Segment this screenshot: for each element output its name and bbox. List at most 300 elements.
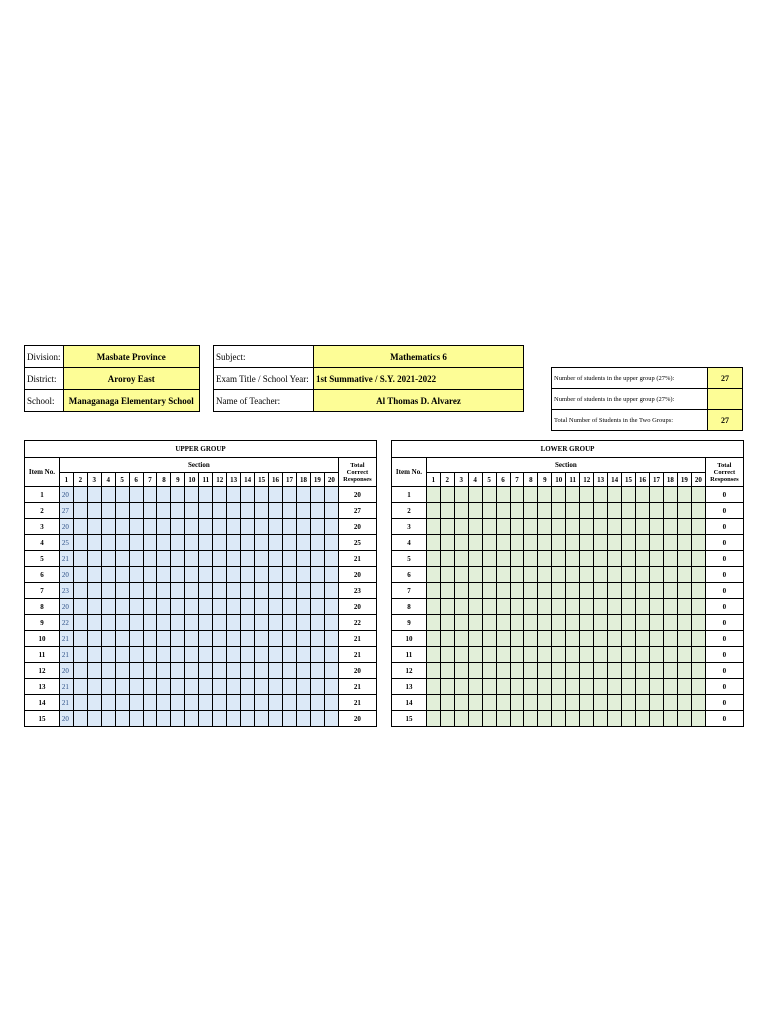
lower-response-cell[interactable]: [440, 583, 454, 599]
lower-response-cell[interactable]: [649, 647, 663, 663]
lower-response-cell[interactable]: [608, 519, 622, 535]
upper-response-cell[interactable]: [199, 567, 213, 583]
upper-response-cell[interactable]: 27: [59, 503, 73, 519]
lower-response-cell[interactable]: [552, 663, 566, 679]
upper-response-cell[interactable]: [324, 711, 338, 727]
upper-response-cell[interactable]: [199, 535, 213, 551]
upper-response-cell[interactable]: [129, 487, 143, 503]
upper-response-cell[interactable]: [129, 631, 143, 647]
upper-response-cell[interactable]: [255, 679, 269, 695]
upper-response-cell[interactable]: [283, 519, 297, 535]
upper-response-cell[interactable]: [310, 695, 324, 711]
upper-response-cell[interactable]: [227, 711, 241, 727]
upper-response-cell[interactable]: [73, 535, 87, 551]
upper-response-cell[interactable]: [101, 535, 115, 551]
lower-response-cell[interactable]: [482, 647, 496, 663]
upper-response-cell[interactable]: [324, 695, 338, 711]
upper-response-cell[interactable]: [227, 647, 241, 663]
lower-response-cell[interactable]: [580, 503, 594, 519]
lower-response-cell[interactable]: [636, 679, 650, 695]
lower-response-cell[interactable]: [580, 551, 594, 567]
upper-response-cell[interactable]: [324, 647, 338, 663]
lower-response-cell[interactable]: [440, 503, 454, 519]
upper-response-cell[interactable]: [213, 503, 227, 519]
lower-response-cell[interactable]: [426, 647, 440, 663]
upper-response-cell[interactable]: [185, 679, 199, 695]
lower-response-cell[interactable]: [622, 679, 636, 695]
upper-response-cell[interactable]: 21: [59, 679, 73, 695]
upper-response-cell[interactable]: [213, 631, 227, 647]
lower-response-cell[interactable]: [594, 615, 608, 631]
lower-response-cell[interactable]: [440, 487, 454, 503]
lower-response-cell[interactable]: [426, 615, 440, 631]
upper-response-cell[interactable]: [115, 615, 129, 631]
upper-response-cell[interactable]: [115, 631, 129, 647]
upper-response-cell[interactable]: [283, 631, 297, 647]
lower-response-cell[interactable]: [622, 599, 636, 615]
upper-response-cell[interactable]: [101, 599, 115, 615]
upper-response-cell[interactable]: [73, 631, 87, 647]
upper-response-cell[interactable]: [296, 631, 310, 647]
upper-response-cell[interactable]: [241, 567, 255, 583]
lower-response-cell[interactable]: [580, 535, 594, 551]
upper-response-cell[interactable]: [296, 551, 310, 567]
upper-response-cell[interactable]: [115, 583, 129, 599]
lower-response-cell[interactable]: [468, 503, 482, 519]
lower-response-cell[interactable]: [622, 487, 636, 503]
lower-response-cell[interactable]: [552, 583, 566, 599]
upper-response-cell[interactable]: [255, 551, 269, 567]
lower-response-cell[interactable]: [566, 631, 580, 647]
lower-response-cell[interactable]: [468, 695, 482, 711]
lower-response-cell[interactable]: [608, 567, 622, 583]
lower-response-cell[interactable]: [496, 487, 510, 503]
upper-response-cell[interactable]: [171, 551, 185, 567]
upper-response-cell[interactable]: [87, 711, 101, 727]
lower-response-cell[interactable]: [691, 711, 705, 727]
lower-response-cell[interactable]: [636, 567, 650, 583]
lower-response-cell[interactable]: [622, 567, 636, 583]
lower-response-cell[interactable]: [622, 615, 636, 631]
lower-response-cell[interactable]: [538, 567, 552, 583]
upper-response-cell[interactable]: [324, 503, 338, 519]
upper-response-cell[interactable]: [143, 567, 157, 583]
upper-response-cell[interactable]: [255, 631, 269, 647]
lower-response-cell[interactable]: [426, 503, 440, 519]
upper-response-cell[interactable]: [101, 647, 115, 663]
upper-response-cell[interactable]: [129, 599, 143, 615]
upper-response-cell[interactable]: [269, 663, 283, 679]
lower-response-cell[interactable]: [552, 551, 566, 567]
upper-response-cell[interactable]: [157, 679, 171, 695]
lower-response-cell[interactable]: [426, 487, 440, 503]
lower-response-cell[interactable]: [677, 503, 691, 519]
lower-response-cell[interactable]: [426, 711, 440, 727]
lower-response-cell[interactable]: [608, 663, 622, 679]
upper-response-cell[interactable]: [73, 567, 87, 583]
upper-response-cell[interactable]: [324, 615, 338, 631]
upper-response-cell[interactable]: [283, 615, 297, 631]
lower-response-cell[interactable]: [622, 503, 636, 519]
lower-response-cell[interactable]: [566, 599, 580, 615]
upper-response-cell[interactable]: [73, 615, 87, 631]
lower-response-cell[interactable]: [538, 519, 552, 535]
lower-response-cell[interactable]: [496, 679, 510, 695]
upper-response-cell[interactable]: [115, 551, 129, 567]
upper-response-cell[interactable]: [157, 631, 171, 647]
lower-response-cell[interactable]: [510, 519, 524, 535]
lower-response-cell[interactable]: [649, 551, 663, 567]
lower-response-cell[interactable]: [440, 695, 454, 711]
upper-response-cell[interactable]: [171, 535, 185, 551]
upper-response-cell[interactable]: [185, 647, 199, 663]
upper-response-cell[interactable]: [296, 519, 310, 535]
lower-response-cell[interactable]: [594, 679, 608, 695]
upper-response-cell[interactable]: [283, 711, 297, 727]
upper-response-cell[interactable]: [199, 679, 213, 695]
upper-response-cell[interactable]: [283, 663, 297, 679]
upper-response-cell[interactable]: [255, 567, 269, 583]
upper-response-cell[interactable]: [269, 647, 283, 663]
upper-response-cell[interactable]: [73, 695, 87, 711]
upper-response-cell[interactable]: [255, 487, 269, 503]
lower-response-cell[interactable]: [510, 503, 524, 519]
lower-response-cell[interactable]: [594, 663, 608, 679]
upper-response-cell[interactable]: [255, 647, 269, 663]
lower-response-cell[interactable]: [580, 679, 594, 695]
upper-response-cell[interactable]: [185, 631, 199, 647]
lower-response-cell[interactable]: [580, 695, 594, 711]
lower-response-cell[interactable]: [649, 487, 663, 503]
upper-response-cell[interactable]: [101, 583, 115, 599]
lower-response-cell[interactable]: [663, 583, 677, 599]
upper-response-cell[interactable]: [269, 551, 283, 567]
lower-response-cell[interactable]: [622, 583, 636, 599]
lower-response-cell[interactable]: [594, 567, 608, 583]
lower-response-cell[interactable]: [649, 519, 663, 535]
lower-response-cell[interactable]: [440, 519, 454, 535]
upper-response-cell[interactable]: [143, 615, 157, 631]
upper-response-cell[interactable]: [213, 663, 227, 679]
lower-response-cell[interactable]: [691, 599, 705, 615]
upper-response-cell[interactable]: [296, 503, 310, 519]
lower-response-cell[interactable]: [677, 631, 691, 647]
upper-response-cell[interactable]: [269, 519, 283, 535]
upper-response-cell[interactable]: [87, 679, 101, 695]
upper-response-cell[interactable]: [310, 551, 324, 567]
upper-response-cell[interactable]: [296, 583, 310, 599]
lower-response-cell[interactable]: [594, 551, 608, 567]
upper-response-cell[interactable]: [283, 599, 297, 615]
lower-response-cell[interactable]: [482, 551, 496, 567]
lower-response-cell[interactable]: [496, 503, 510, 519]
lower-response-cell[interactable]: [454, 567, 468, 583]
upper-response-cell[interactable]: [157, 583, 171, 599]
lower-response-cell[interactable]: [566, 503, 580, 519]
upper-response-cell[interactable]: [324, 567, 338, 583]
upper-response-cell[interactable]: [171, 679, 185, 695]
lower-response-cell[interactable]: [594, 711, 608, 727]
lower-response-cell[interactable]: [608, 599, 622, 615]
lower-response-cell[interactable]: [608, 535, 622, 551]
lower-response-cell[interactable]: [538, 647, 552, 663]
lower-response-cell[interactable]: [691, 487, 705, 503]
upper-response-cell[interactable]: [157, 647, 171, 663]
lower-response-cell[interactable]: [454, 599, 468, 615]
lower-response-cell[interactable]: [482, 583, 496, 599]
upper-response-cell[interactable]: [171, 711, 185, 727]
lower-response-cell[interactable]: [510, 647, 524, 663]
upper-response-cell[interactable]: [87, 567, 101, 583]
upper-response-cell[interactable]: [283, 567, 297, 583]
lower-response-cell[interactable]: [691, 647, 705, 663]
lower-response-cell[interactable]: [426, 567, 440, 583]
upper-response-cell[interactable]: [199, 583, 213, 599]
lower-response-cell[interactable]: [663, 535, 677, 551]
lower-response-cell[interactable]: [468, 615, 482, 631]
upper-response-cell[interactable]: [73, 551, 87, 567]
lower-response-cell[interactable]: [649, 695, 663, 711]
upper-response-cell[interactable]: [101, 711, 115, 727]
lower-response-cell[interactable]: [538, 695, 552, 711]
lower-response-cell[interactable]: [649, 503, 663, 519]
lower-response-cell[interactable]: [552, 535, 566, 551]
upper-response-cell[interactable]: [157, 599, 171, 615]
lower-response-cell[interactable]: [580, 519, 594, 535]
lower-response-cell[interactable]: [454, 583, 468, 599]
lower-response-cell[interactable]: [440, 663, 454, 679]
lower-response-cell[interactable]: [454, 615, 468, 631]
lower-response-cell[interactable]: [482, 615, 496, 631]
lower-response-cell[interactable]: [594, 535, 608, 551]
lower-response-cell[interactable]: [538, 535, 552, 551]
lower-response-cell[interactable]: [440, 535, 454, 551]
upper-response-cell[interactable]: [310, 519, 324, 535]
lower-response-cell[interactable]: [524, 663, 538, 679]
upper-response-cell[interactable]: [87, 695, 101, 711]
lower-response-cell[interactable]: [524, 567, 538, 583]
lower-response-cell[interactable]: [608, 615, 622, 631]
upper-response-cell[interactable]: [87, 615, 101, 631]
upper-response-cell[interactable]: [310, 615, 324, 631]
lower-response-cell[interactable]: [426, 551, 440, 567]
upper-response-cell[interactable]: [143, 535, 157, 551]
upper-response-cell[interactable]: [185, 551, 199, 567]
upper-response-cell[interactable]: [171, 567, 185, 583]
upper-response-cell[interactable]: [269, 503, 283, 519]
lower-response-cell[interactable]: [440, 711, 454, 727]
upper-response-cell[interactable]: [171, 631, 185, 647]
upper-response-cell[interactable]: [296, 695, 310, 711]
upper-response-cell[interactable]: [185, 487, 199, 503]
upper-response-cell[interactable]: [241, 503, 255, 519]
lower-response-cell[interactable]: [608, 695, 622, 711]
upper-response-cell[interactable]: [324, 519, 338, 535]
lower-response-cell[interactable]: [482, 631, 496, 647]
upper-response-cell[interactable]: [324, 631, 338, 647]
upper-response-cell[interactable]: [310, 487, 324, 503]
upper-response-cell[interactable]: [310, 647, 324, 663]
upper-response-cell[interactable]: [241, 487, 255, 503]
upper-response-cell[interactable]: [324, 663, 338, 679]
lower-response-cell[interactable]: [510, 535, 524, 551]
upper-response-cell[interactable]: [143, 695, 157, 711]
lower-response-cell[interactable]: [636, 647, 650, 663]
upper-response-cell[interactable]: [269, 711, 283, 727]
lower-response-cell[interactable]: [677, 535, 691, 551]
upper-response-cell[interactable]: [296, 711, 310, 727]
lower-response-cell[interactable]: [552, 599, 566, 615]
upper-response-cell[interactable]: [101, 695, 115, 711]
upper-response-cell[interactable]: [101, 487, 115, 503]
lower-response-cell[interactable]: [677, 663, 691, 679]
lower-response-cell[interactable]: [580, 583, 594, 599]
lower-response-cell[interactable]: [454, 503, 468, 519]
upper-response-cell[interactable]: [227, 487, 241, 503]
lower-response-cell[interactable]: [594, 487, 608, 503]
upper-response-cell[interactable]: [157, 503, 171, 519]
lower-response-cell[interactable]: [496, 535, 510, 551]
upper-response-cell[interactable]: [296, 679, 310, 695]
upper-response-cell[interactable]: [227, 663, 241, 679]
lower-response-cell[interactable]: [622, 695, 636, 711]
lower-response-cell[interactable]: [468, 519, 482, 535]
upper-response-cell[interactable]: 23: [59, 583, 73, 599]
lower-response-cell[interactable]: [440, 631, 454, 647]
upper-response-cell[interactable]: [199, 487, 213, 503]
upper-response-cell[interactable]: [227, 615, 241, 631]
upper-response-cell[interactable]: [310, 503, 324, 519]
upper-response-cell[interactable]: [115, 503, 129, 519]
lower-response-cell[interactable]: [496, 695, 510, 711]
upper-response-cell[interactable]: [73, 663, 87, 679]
upper-response-cell[interactable]: [143, 647, 157, 663]
upper-response-cell[interactable]: [157, 519, 171, 535]
upper-response-cell[interactable]: [296, 567, 310, 583]
upper-response-cell[interactable]: [101, 567, 115, 583]
upper-response-cell[interactable]: [296, 615, 310, 631]
lower-response-cell[interactable]: [636, 583, 650, 599]
lower-response-cell[interactable]: [524, 583, 538, 599]
lower-response-cell[interactable]: [566, 487, 580, 503]
lower-response-cell[interactable]: [649, 615, 663, 631]
upper-response-cell[interactable]: [157, 487, 171, 503]
lower-response-cell[interactable]: [580, 487, 594, 503]
lower-response-cell[interactable]: [608, 631, 622, 647]
lower-response-cell[interactable]: [524, 695, 538, 711]
upper-response-cell[interactable]: [73, 583, 87, 599]
upper-response-cell[interactable]: [87, 599, 101, 615]
lower-response-cell[interactable]: [440, 615, 454, 631]
upper-response-cell[interactable]: [310, 567, 324, 583]
upper-response-cell[interactable]: [129, 551, 143, 567]
upper-response-cell[interactable]: [227, 599, 241, 615]
lower-response-cell[interactable]: [677, 567, 691, 583]
lower-response-cell[interactable]: [552, 519, 566, 535]
upper-response-cell[interactable]: [296, 599, 310, 615]
upper-response-cell[interactable]: [143, 599, 157, 615]
lower-response-cell[interactable]: [566, 695, 580, 711]
upper-response-cell[interactable]: [185, 503, 199, 519]
upper-response-cell[interactable]: 21: [59, 631, 73, 647]
upper-response-cell[interactable]: [73, 487, 87, 503]
lower-response-cell[interactable]: [496, 615, 510, 631]
lower-response-cell[interactable]: [663, 519, 677, 535]
lower-response-cell[interactable]: [622, 631, 636, 647]
lower-response-cell[interactable]: [524, 519, 538, 535]
upper-response-cell[interactable]: [296, 535, 310, 551]
lower-response-cell[interactable]: [426, 663, 440, 679]
upper-response-cell[interactable]: 25: [59, 535, 73, 551]
lower-response-cell[interactable]: [454, 487, 468, 503]
lower-response-cell[interactable]: [538, 663, 552, 679]
upper-response-cell[interactable]: [101, 663, 115, 679]
lower-response-cell[interactable]: [608, 551, 622, 567]
upper-response-cell[interactable]: [115, 567, 129, 583]
upper-response-cell[interactable]: [213, 599, 227, 615]
lower-response-cell[interactable]: [552, 711, 566, 727]
upper-response-cell[interactable]: [213, 711, 227, 727]
lower-response-cell[interactable]: [510, 551, 524, 567]
lower-response-cell[interactable]: [566, 647, 580, 663]
upper-response-cell[interactable]: [129, 647, 143, 663]
lower-response-cell[interactable]: [524, 551, 538, 567]
lower-response-cell[interactable]: [454, 631, 468, 647]
upper-response-cell[interactable]: [129, 663, 143, 679]
lower-response-cell[interactable]: [538, 615, 552, 631]
lower-response-cell[interactable]: [622, 647, 636, 663]
upper-response-cell[interactable]: [310, 599, 324, 615]
lower-response-cell[interactable]: [482, 519, 496, 535]
lower-response-cell[interactable]: [552, 615, 566, 631]
lower-response-cell[interactable]: [510, 615, 524, 631]
lower-response-cell[interactable]: [677, 695, 691, 711]
lower-response-cell[interactable]: [496, 583, 510, 599]
lower-response-cell[interactable]: [649, 599, 663, 615]
lower-response-cell[interactable]: [454, 551, 468, 567]
lower-response-cell[interactable]: [566, 711, 580, 727]
upper-response-cell[interactable]: [255, 583, 269, 599]
upper-response-cell[interactable]: 20: [59, 599, 73, 615]
lower-response-cell[interactable]: [677, 647, 691, 663]
upper-response-cell[interactable]: [185, 663, 199, 679]
upper-response-cell[interactable]: [87, 631, 101, 647]
upper-response-cell[interactable]: [73, 679, 87, 695]
upper-response-cell[interactable]: [87, 535, 101, 551]
upper-response-cell[interactable]: 22: [59, 615, 73, 631]
lower-response-cell[interactable]: [440, 647, 454, 663]
upper-response-cell[interactable]: [227, 519, 241, 535]
upper-response-cell[interactable]: [157, 567, 171, 583]
lower-response-cell[interactable]: [691, 663, 705, 679]
upper-response-cell[interactable]: [185, 695, 199, 711]
upper-response-cell[interactable]: [129, 567, 143, 583]
lower-response-cell[interactable]: [677, 551, 691, 567]
lower-response-cell[interactable]: [580, 711, 594, 727]
upper-response-cell[interactable]: [296, 647, 310, 663]
lower-response-cell[interactable]: [580, 647, 594, 663]
lower-response-cell[interactable]: [608, 487, 622, 503]
lower-response-cell[interactable]: [566, 615, 580, 631]
upper-response-cell[interactable]: [213, 695, 227, 711]
upper-response-cell[interactable]: [227, 679, 241, 695]
upper-response-cell[interactable]: 20: [59, 567, 73, 583]
upper-response-cell[interactable]: [227, 631, 241, 647]
lower-response-cell[interactable]: [622, 535, 636, 551]
lower-response-cell[interactable]: [496, 567, 510, 583]
lower-response-cell[interactable]: [468, 599, 482, 615]
lower-response-cell[interactable]: [524, 503, 538, 519]
